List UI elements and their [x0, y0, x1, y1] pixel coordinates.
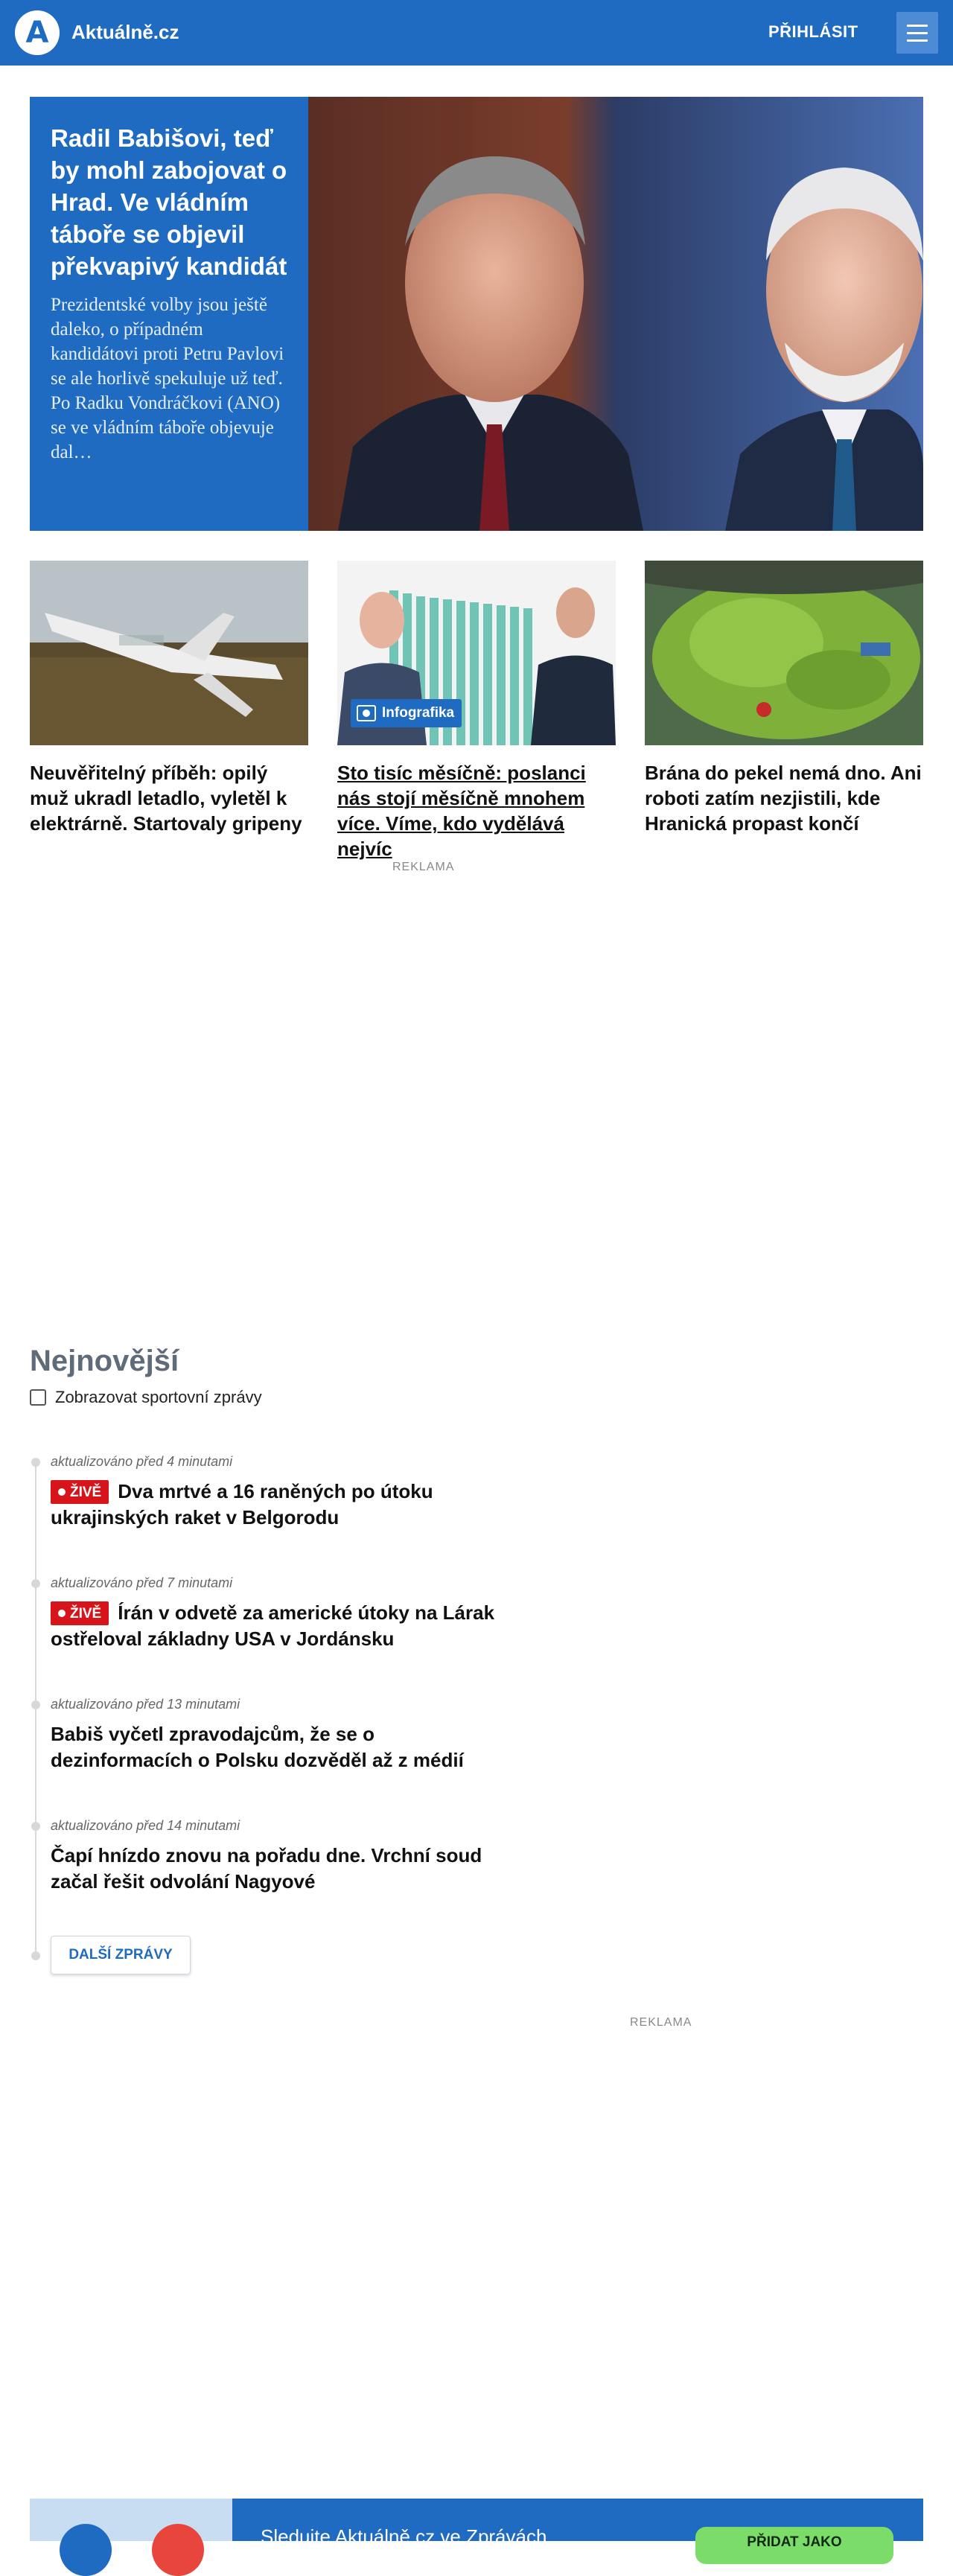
site-name[interactable]: Aktuálně.cz	[71, 21, 179, 43]
article-photo[interactable]	[337, 561, 616, 745]
follow-promo-banner	[30, 2499, 923, 2550]
news-time: aktualizováno před 14 minutami	[51, 1818, 240, 1833]
eye-icon	[357, 705, 376, 721]
hero-perex: Prezidentské volby jsou ještě daleko, o případném kandidátovi proti Petru Pavlovi se ale horlivě spekuluje už teď. Po Radku Vondráčkovi (ANO) se ve vládním táboře objevuje dal…	[51, 295, 284, 462]
newest-heading: Nejnovější	[30, 1345, 179, 1377]
hero-photo[interactable]	[308, 97, 923, 531]
hero-text-panel	[30, 97, 308, 531]
timeline-dot	[31, 1951, 40, 1960]
news-item[interactable]	[51, 1818, 512, 1895]
logo-letter: A	[25, 16, 49, 50]
login-button[interactable]: PŘIHLÁSIT	[768, 22, 858, 41]
promo-illustration	[30, 2499, 232, 2541]
news-title-text[interactable]: Dva mrtvé a 16 raněných po útoku ukrajinských raket v Belgorodu	[51, 1480, 433, 1528]
article-card[interactable]	[337, 561, 616, 861]
more-news-button[interactable]: DALŠÍ ZPRÁVY	[51, 1936, 191, 1974]
promo-circle-icon	[152, 2524, 204, 2576]
article-photo[interactable]	[645, 561, 923, 745]
ad-label: REKLAMA	[392, 861, 455, 873]
infographic-label: Infografika	[382, 705, 455, 721]
news-time: aktualizováno před 13 minutami	[51, 1697, 240, 1712]
timeline-dot	[31, 1579, 40, 1588]
sport-news-checkbox[interactable]	[30, 1389, 46, 1406]
article-title[interactable]: Brána do pekel nemá dno. Ani roboti zatím nezjistili, kde Hranická propast končí	[645, 762, 922, 835]
live-dot-icon	[58, 1610, 66, 1617]
top-bar	[0, 0, 953, 66]
news-title-text[interactable]: Írán v odvetě za americké útoky na Lárak ostřeloval základny USA v Jordánsku	[51, 1601, 495, 1650]
news-time: aktualizováno před 4 minutami	[51, 1454, 233, 1469]
sport-news-toggle[interactable]	[30, 1388, 262, 1407]
hero-title[interactable]: Radil Babišovi, teď by mohl zabojovat o Hrad. Ve vládním táboře se objevil překvapivý kandidát	[51, 124, 287, 280]
hamburger-menu-icon[interactable]	[896, 12, 938, 54]
live-dot-icon	[58, 1488, 66, 1496]
live-badge	[51, 1480, 109, 1504]
promo-text: Sledujte Aktuálně.cz ve Zprávách	[261, 2525, 547, 2548]
article-card[interactable]	[30, 561, 308, 836]
article-photo[interactable]	[30, 561, 308, 745]
hero-article[interactable]	[30, 97, 923, 531]
live-label: ŽIVĚ	[70, 1605, 102, 1622]
site-logo-icon[interactable]	[15, 10, 60, 55]
news-item[interactable]	[51, 1575, 512, 1652]
news-title[interactable]	[51, 1479, 512, 1531]
timeline-dot	[31, 1822, 40, 1831]
timeline-dot	[31, 1458, 40, 1467]
infographic-badge	[351, 699, 462, 727]
ad-label: REKLAMA	[630, 2016, 692, 2029]
article-card[interactable]	[645, 561, 923, 836]
promo-circle-icon	[60, 2524, 112, 2576]
sport-news-label: Zobrazovat sportovní zprávy	[55, 1388, 262, 1406]
news-title[interactable]	[51, 1600, 512, 1652]
news-item[interactable]	[51, 1454, 512, 1531]
news-title-text[interactable]: Čapí hnízdo znovu na pořadu dne. Vrchní soud začal řešit odvolání Nagyové	[51, 1844, 482, 1893]
timeline-dot	[31, 1700, 40, 1709]
article-title[interactable]: Sto tisíc měsíčně: poslanci nás stojí měsíčně mnohem více. Víme, kdo vydělává nejvíc	[337, 762, 586, 860]
news-title-text[interactable]: Babiš vyčetl zpravodajcům, že se o dezinformacích o Polsku dozvěděl až z médií	[51, 1723, 464, 1771]
news-item[interactable]	[51, 1697, 512, 1773]
article-title[interactable]: Neuvěřitelný příběh: opilý muž ukradl letadlo, vyletěl k elektrárně. Startovaly gripeny	[30, 762, 302, 835]
news-time: aktualizováno před 7 minutami	[51, 1575, 233, 1590]
add-source-button[interactable]: PŘIDAT JAKO	[695, 2527, 893, 2564]
live-badge	[51, 1601, 109, 1625]
live-label: ŽIVĚ	[70, 1484, 102, 1500]
